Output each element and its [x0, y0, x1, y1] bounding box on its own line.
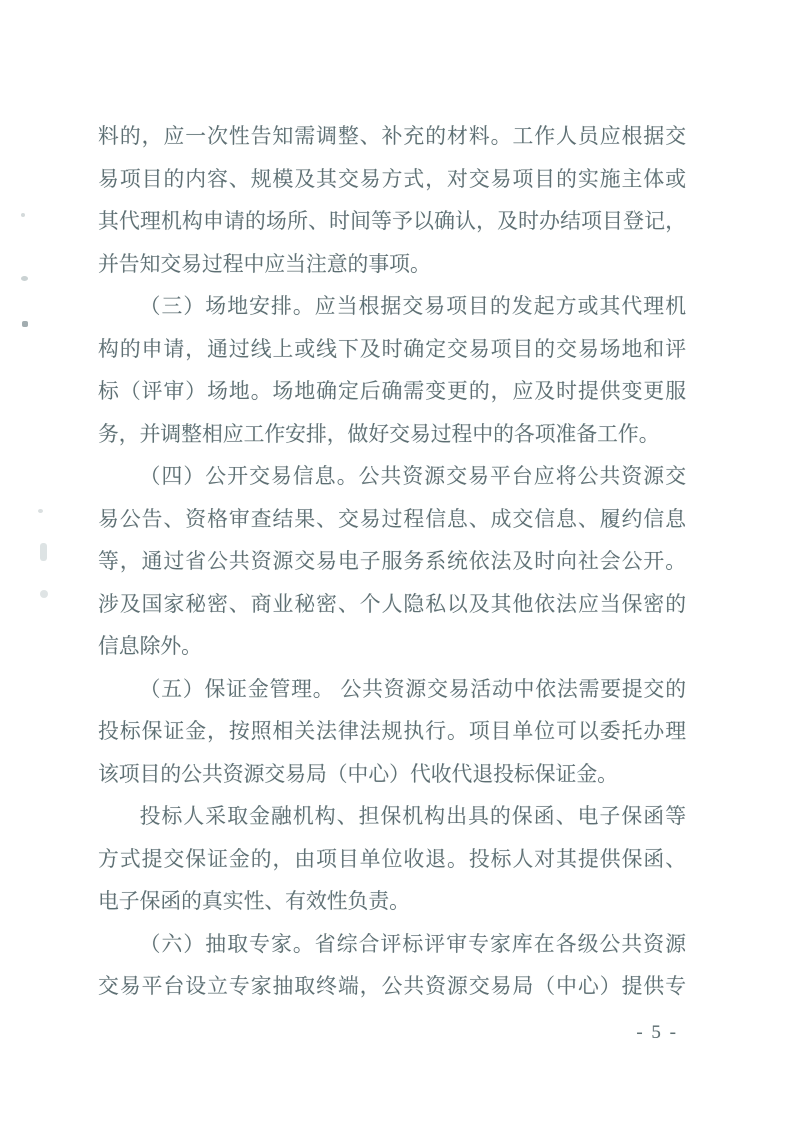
- text-line: 并告知交易过程中应当注意的事项。: [98, 252, 431, 276]
- scan-artifact: [21, 276, 28, 281]
- scan-artifact: [22, 321, 28, 327]
- text-line: 电子保函的真实性、有效性负责。: [98, 890, 410, 913]
- text-line: 该项目的公共资源交易局（中心）代收代退投标保证金。: [98, 762, 618, 786]
- text-line: 等，通过省公共资源交易电子服务系统依法及时向社会公开。: [98, 550, 686, 573]
- text-line: （四）公开交易信息。公共资源交易平台应将公共资源交: [139, 465, 686, 488]
- scan-artifact: [38, 509, 43, 513]
- text-line: （三）场地安排。应当根据交易项目的发起方或其代理机: [139, 295, 686, 318]
- text-line: 投标保证金，按照相关法律法规执行。项目单位可以委托办理: [98, 720, 686, 743]
- text-line: 投标人采取金融机构、担保机构出具的保函、电子保函等: [139, 805, 686, 828]
- text-line: （五）保证金管理。 公共资源交易活动中依法需要提交的: [139, 677, 686, 701]
- text-line: 易项目的内容、规模及其交易方式，对交易项目的实施主体或: [98, 167, 686, 191]
- page-number: - 5 -: [636, 1022, 678, 1043]
- text-line: 料的，应一次性告知需调整、补充的材料。工作人员应根据交: [98, 125, 686, 148]
- text-line: （六）抽取专家。省综合评标评审专家库在各级公共资源: [139, 932, 686, 956]
- text-line: 务，并调整相应工作安排，做好交易过程中的各项准备工作。: [98, 422, 660, 446]
- text-line: 涉及国家秘密、商业秘密、个人隐私以及其他依法应当保密的: [98, 592, 686, 616]
- text-line: 易公告、资格审查结果、交易过程信息、成交信息、履约信息: [98, 507, 686, 531]
- text-line: 信息除外。: [98, 635, 202, 658]
- text-line: 构的申请，通过线上或线下及时确定交易项目的交易场地和评: [98, 337, 686, 361]
- scan-artifact: [21, 213, 25, 217]
- text-line: 交易平台设立专家抽取终端，公共资源交易局（中心）提供专: [98, 975, 686, 998]
- text-line: 方式提交保证金的，由项目单位收退。投标人对其提供保函、: [98, 847, 686, 871]
- scan-artifact: [40, 543, 47, 561]
- document-body: [98, 116, 686, 1009]
- scan-artifact: [40, 590, 48, 598]
- text-line: 标（评审）场地。场地确定后确需变更的，应及时提供变更服: [98, 380, 686, 403]
- text-line: 其代理机构申请的场所、时间等予以确认，及时办结项目登记，: [98, 210, 686, 233]
